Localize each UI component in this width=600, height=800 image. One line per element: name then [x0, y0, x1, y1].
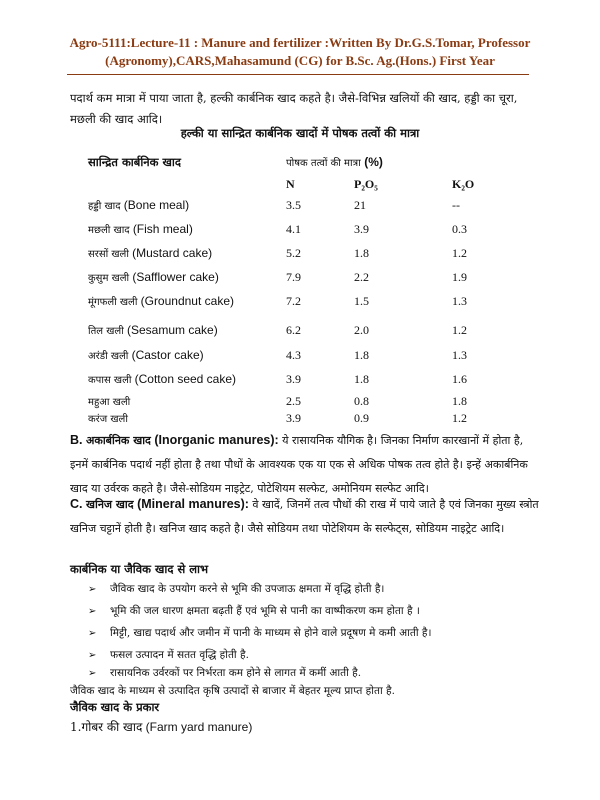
table-row	[88, 222, 548, 242]
row-name-en: (Sesamum cake)	[127, 323, 218, 337]
cell-k2o: 1.9	[452, 270, 467, 284]
section-c-text: वे खादें, जिनमें तत्व पौधों की राख में पाये जाते है एवं जिनका मुख्य स्त्रोत खनिज चट्टानें होती है। खनिज खाद कहते है। जैसे सोडियम तथा पोटेशियम के सल्फेट्स, सोडियम नाइट्रेट आदि।	[70, 498, 539, 535]
table-col-amount-header	[286, 155, 383, 169]
cell-p2o5: 3.9	[354, 222, 369, 236]
cell-k2o: 1.2	[452, 411, 467, 425]
row-name-hi: तिल खली	[88, 326, 124, 337]
section-b-label	[70, 433, 279, 447]
type-item-en: (Farm yard manure)	[142, 720, 253, 734]
section-b-text: ये रासायनिक यौगिक है। जिनका निर्माण कारखानों में होता है, इनमें कार्बनिक पदार्थ नहीं होता है तथा पौधों के आवश्यक एक या एक से अधिक पोषक तत्व होते है। इन्हें अकार्बनिक खाद या उर्वरक कहते है। जैसे-सोडियम नाइट्रेट, पोटेशियम सल्फेट, अमोनियम सल्फेट आदि।	[70, 434, 528, 495]
arrow-bullet-icon: ➢	[88, 606, 97, 617]
cell-p2o5: 2.0	[354, 323, 369, 337]
row-name-hi: अरंडी खली	[88, 351, 129, 362]
section-b-paragraph	[70, 428, 540, 501]
section-c-label	[70, 497, 249, 511]
amount-header-unit: (%)	[364, 155, 383, 169]
row-name-en: (Castor cake)	[131, 348, 204, 362]
benefit-item	[88, 604, 420, 618]
section-b-label-hi: अकार्बनिक खाद	[85, 434, 151, 447]
table-row	[88, 323, 548, 343]
row-name-en: (Mustard cake)	[132, 246, 213, 260]
cell-k2o: 1.8	[452, 394, 467, 408]
row-name	[88, 348, 204, 362]
document-header	[40, 34, 560, 70]
table-row	[88, 348, 548, 368]
arrow-bullet-icon: ➢	[88, 650, 97, 661]
arrow-bullet-icon: ➢	[88, 628, 97, 639]
intro-paragraph: पदार्थ कम मात्रा में पाया जाता है, हल्की कार्बनिक खाद कहते है। जैसे-विभिन्न खलियों की खाद, हड्डी का चूरा, मछली की खाद आदि।	[70, 91, 518, 126]
row-name	[88, 394, 130, 408]
row-name-hi: करंज खली	[88, 414, 128, 425]
benefit-text: भूमि की जल धारण क्षमता बढ़ती हैं एवं भूमि से पानी का वाष्पीकरण कम होता है ।	[110, 605, 420, 617]
col-header-p2o5: P₂O₅	[354, 177, 378, 191]
row-name-en: (Bone meal)	[123, 198, 190, 212]
cell-p2o5: 1.5	[354, 294, 369, 308]
benefit-text: फसल उत्पादन में सतत वृद्धि होती है.	[110, 649, 249, 661]
cell-n: 6.2	[286, 323, 301, 337]
cell-n: 4.3	[286, 348, 301, 362]
header-rule	[67, 74, 529, 75]
cell-n: 4.1	[286, 222, 301, 236]
cell-k2o: 1.6	[452, 372, 467, 386]
row-name-hi: मछली खाद	[88, 225, 130, 236]
cell-p2o5: 21	[354, 198, 366, 212]
section-c-paragraph	[70, 492, 540, 541]
header-line-2: (Agronomy),CARS,Mahasamund (CG) for B.Sc. Ag.(Hons.) First Year	[105, 53, 495, 68]
table-title: हल्की या सान्द्रित कार्बनिक खादों में पोषक तत्वों की मात्रा	[180, 126, 420, 140]
table-row	[88, 198, 548, 218]
cell-p2o5: 2.2	[354, 270, 369, 284]
cell-p2o5: 1.8	[354, 246, 369, 260]
cell-n: 3.5	[286, 198, 301, 212]
row-name	[88, 270, 219, 284]
cell-n: 2.5	[286, 394, 301, 408]
cell-n: 3.9	[286, 372, 301, 386]
cell-k2o: 0.3	[452, 222, 467, 236]
row-name	[88, 246, 212, 260]
table-row	[88, 294, 548, 314]
cell-p2o5: 0.8	[354, 394, 369, 408]
row-name-hi: सरसों खली	[88, 249, 129, 260]
row-name	[88, 222, 193, 236]
row-name	[88, 372, 236, 386]
arrow-bullet-icon: ➢	[88, 668, 97, 679]
table-col-name-header: सान्द्रित कार्बनिक खाद	[88, 155, 182, 169]
benefit-item	[88, 582, 384, 596]
benefits-heading: कार्बनिक या जैविक खाद से लाभ	[70, 562, 209, 576]
cell-p2o5: 0.9	[354, 411, 369, 425]
type-item-number: 1.	[70, 720, 82, 734]
section-c-label-en: (Mineral manures):	[133, 497, 249, 511]
row-name-hi: मूंगफली खली	[88, 297, 138, 308]
benefit-item	[88, 648, 249, 662]
cell-p2o5: 1.8	[354, 348, 369, 362]
benefit-text: मिट्टी, खाद्य पदार्थ और जमीन में पानी के माध्यम से होने वाले प्रदूषण मे कमी आती है।	[110, 627, 432, 639]
table-row	[88, 246, 548, 266]
cell-n: 3.9	[286, 411, 301, 425]
type-item-1	[70, 718, 252, 735]
section-b-label-en: (Inorganic manures):	[150, 433, 279, 447]
cell-k2o: 1.2	[452, 323, 467, 337]
cell-n: 7.9	[286, 270, 301, 284]
col-header-k2o: K₂O	[452, 177, 475, 191]
benefit-text: रासायनिक उर्वरकों पर निर्भरता कम होने से लागत में कमीं आती है.	[110, 667, 362, 679]
row-name	[88, 294, 234, 308]
cell-k2o: 1.2	[452, 246, 467, 260]
cell-k2o: 1.3	[452, 294, 467, 308]
row-name-en: (Fish meal)	[132, 222, 193, 236]
amount-header-text: पोषक तत्वों की मात्रा	[286, 158, 361, 169]
cell-n: 5.2	[286, 246, 301, 260]
types-heading: जैविक खाद के प्रकार	[70, 700, 160, 714]
section-c-prefix: C.	[70, 497, 86, 511]
section-c-label-hi: खनिज खाद	[85, 498, 134, 511]
type-item-hi: गोबर की खाद	[81, 720, 143, 734]
cell-n: 7.2	[286, 294, 301, 308]
cell-k2o: 1.3	[452, 348, 467, 362]
row-name-hi: हड्डी खाद	[88, 201, 121, 212]
row-name-en: (Groundnut cake)	[140, 294, 234, 308]
arrow-bullet-icon: ➢	[88, 584, 97, 595]
col-header-n: N	[286, 177, 295, 191]
benefit-text: जैविक खाद के उपयोग करने से भूमि की उपजाऊ क्षमता में वृद्धि होती है।	[110, 583, 385, 595]
cell-p2o5: 1.8	[354, 372, 369, 386]
row-name-hi: कपास खली	[88, 375, 132, 386]
row-name-hi: महुआ खली	[88, 397, 131, 408]
section-b-prefix: B.	[70, 433, 86, 447]
row-name	[88, 198, 189, 212]
table-row	[88, 372, 548, 392]
row-name-hi: कुसुम खली	[88, 273, 130, 284]
benefits-summary: जैविक खाद के माध्यम से उत्पादित कृषि उत्पादों से बाजार में बेहतर मूल्य प्राप्त होता है.	[70, 685, 395, 697]
benefit-item	[88, 626, 431, 640]
row-name-en: (Safflower cake)	[132, 270, 219, 284]
row-name	[88, 411, 128, 425]
header-line-1: Agro-5111:Lecture-11 : Manure and fertilizer :Written By Dr.G.S.Tomar, Professor	[69, 35, 531, 50]
row-name	[88, 323, 218, 337]
benefit-item	[88, 666, 361, 680]
table-row	[88, 270, 548, 290]
row-name-en: (Cotton seed cake)	[134, 372, 237, 386]
cell-k2o: --	[452, 198, 460, 212]
